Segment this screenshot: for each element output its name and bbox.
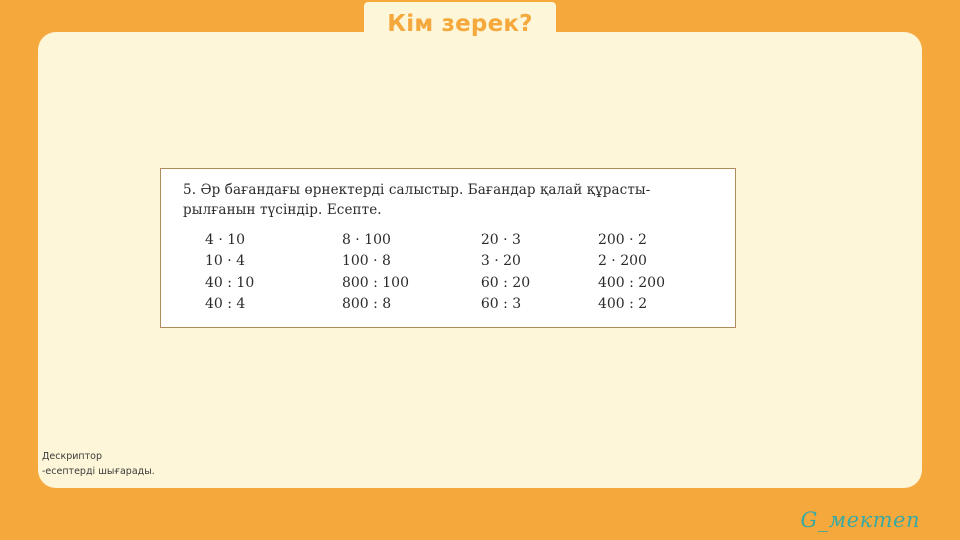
expression-cell: 40 : 4 [205,295,246,312]
expression-columns [183,230,717,315]
expression-cell: 2 · 200 [597,253,647,270]
exercise-image-block [160,168,736,328]
slide-title-chip [364,2,556,46]
descriptor-heading: Дескриптор [42,451,103,462]
descriptor-block [42,449,155,479]
expression-cell: 40 : 10 [205,274,255,291]
expression-column-1 [205,230,342,315]
expression-cell: 8 · 100 [341,232,391,249]
expression-cell: 800 : 8 [341,295,392,312]
page-title: Кім зерек? [387,11,533,37]
expression-cell: 400 : 200 [597,274,665,291]
descriptor-item: -есептерді шығарады. [42,466,155,478]
expression-column-4 [598,230,717,315]
expression-cell: 10 · 4 [205,253,246,270]
brand-logo: G_мектеп [800,508,920,532]
expression-column-3 [481,230,598,315]
expression-cell: 60 : 20 [480,274,531,291]
expression-cell: 200 · 2 [597,232,647,249]
expression-cell: 100 · 8 [341,253,391,270]
expression-column-2 [342,230,481,315]
expression-cell: 3 · 20 [480,253,521,270]
exercise-prompt-line-1: 5. Әр бағандағы өрнектерді салыстыр. Бағандар қалай құрасты- [183,182,651,198]
expression-cell: 400 : 2 [597,295,648,312]
expression-cell: 60 : 3 [480,295,522,312]
exercise-prompt-line-2: рылғанын түсіндір. Есепте. [183,201,382,218]
expression-cell: 20 · 3 [480,232,521,249]
expression-cell: 4 · 10 [205,232,246,249]
exercise-prompt [183,181,717,220]
expression-cell: 800 : 100 [341,274,409,291]
